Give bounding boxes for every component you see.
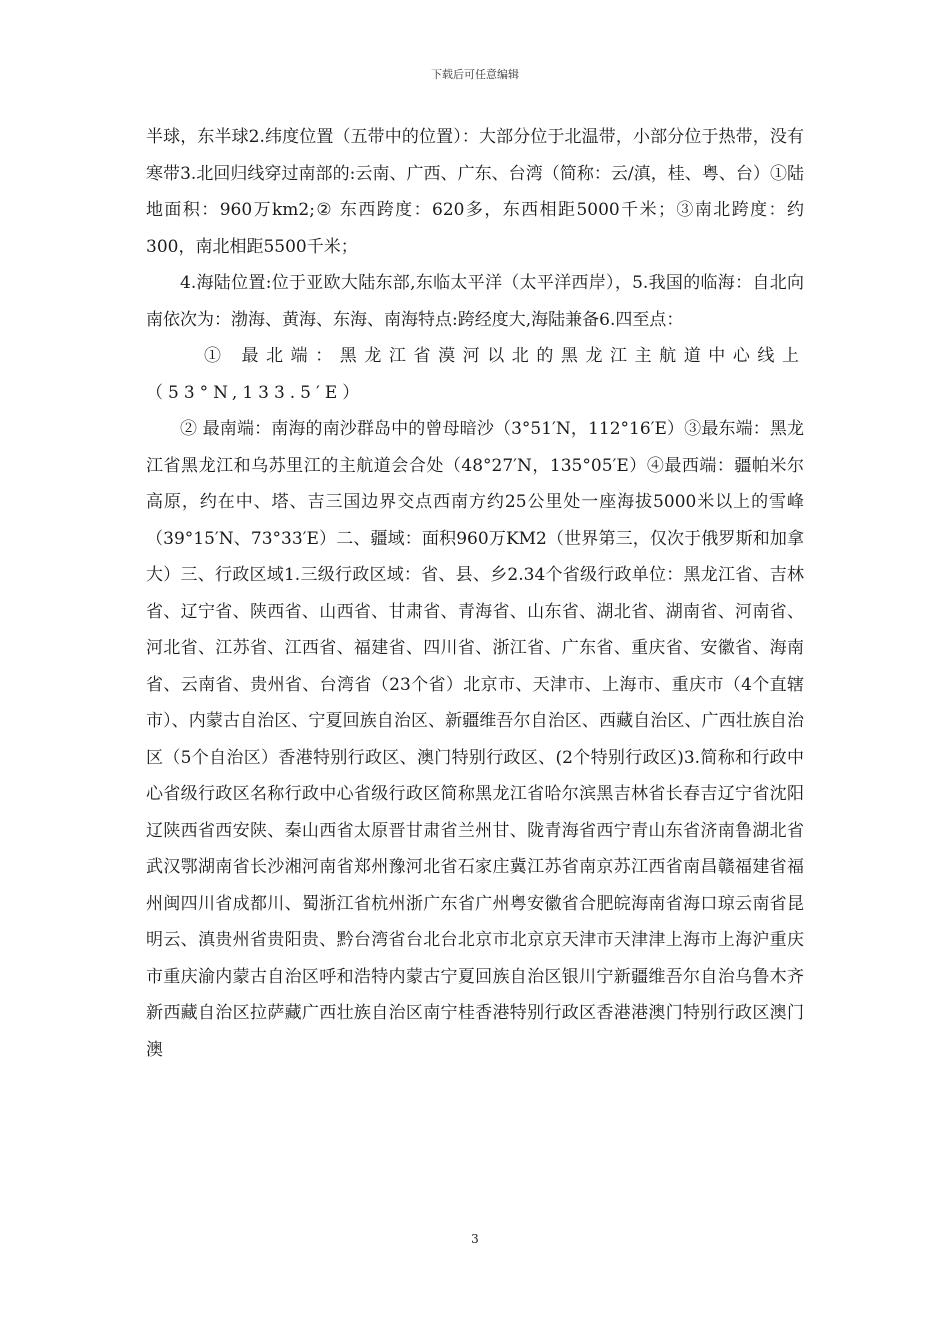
page-number: 3	[471, 1232, 479, 1246]
paragraph-location-latitude: 半球，东半球2.纬度位置（五带中的位置）：大部分位于北温带，小部分位于热带，没有寒带3.北回归线穿过南部的:云南、广西、广东、台湾（简称：云/滇，桂、粤、台）①陆地面积：960万km2;② 东西跨度：620多，东西相距5000千米；③南北跨度：约300，南北相距5500千米；	[146, 127, 804, 257]
document-body	[146, 119, 804, 1068]
paragraph-northernmost-point: ① 最北端：黑龙江省漠河以北的黑龙江主航道中心线上（53°N,133.5′E）	[146, 346, 804, 403]
paragraph-sea-land-position: 4.海陆位置:位于亚欧大陆东部,东临太平洋（太平洋西岸），5.我国的临海：自北向南依次为：渤海、黄海、东海、南海特点:跨经度大,海陆兼备6.四至点：	[146, 273, 804, 330]
page-header: 下载后可任意编辑	[431, 68, 519, 81]
paragraph-extremities-and-divisions: ② 最南端：南海的南沙群岛中的曾母暗沙（3°51′N，112°16′E）③最东端：黑龙江省黑龙江和乌苏里江的主航道会合处（48°27′N，135°05′E）④最西端：疆帕米尔高原，约在中、塔、吉三国边界交点西南方约25公里处一座海拔5000米以上的雪峰（39°15′N、73°33′E）二、疆域：面积960万KM2（世界第三，仅次于俄罗斯和加拿大）三、行政区域1.三级行政区域：省、县、乡2.34个省级行政单位：黑龙江省、吉林省、辽宁省、陕西省、山西省、甘肃省、青海省、山东省、湖北省、湖南省、河南省、河北省、江苏省、江西省、福建省、四川省、浙江省、广东省、重庆省、安徽省、海南省、云南省、贵州省、台湾省（23个省）北京市、天津市、上海市、重庆市（4个直辖市）、内蒙古自治区、宁夏回族自治区、新疆维吾尔自治区、西藏自治区、广西壮族自治区（5个自治区）香港特别行政区、澳门特别行政区、(2个特别行政区)3.简称和行政中心省级行政区名称行政中心省级行政区简称黑龙江省哈尔滨黑吉林省长春吉辽宁省沈阳辽陕西省西安陕、秦山西省太原晋甘肃省兰州甘、陇青海省西宁青山东省济南鲁湖北省武汉鄂湖南省长沙湘河南省郑州豫河北省石家庄冀江苏省南京苏江西省南昌赣福建省福州闽四川省成都川、蜀浙江省杭州浙广东省广州粤安徽省合肥皖海南省海口琼云南省昆明云、滇贵州省贵阳贵、黔台湾省台北台北京市北京京天津市天津津上海市上海沪重庆市重庆渝内蒙古自治区呼和浩特内蒙古宁夏回族自治区银川宁新疆维吾尔自治乌鲁木齐新西藏自治区拉萨藏广西壮族自治区南宁桂香港特别行政区香港港澳门特别行政区澳门澳	[146, 419, 804, 1060]
